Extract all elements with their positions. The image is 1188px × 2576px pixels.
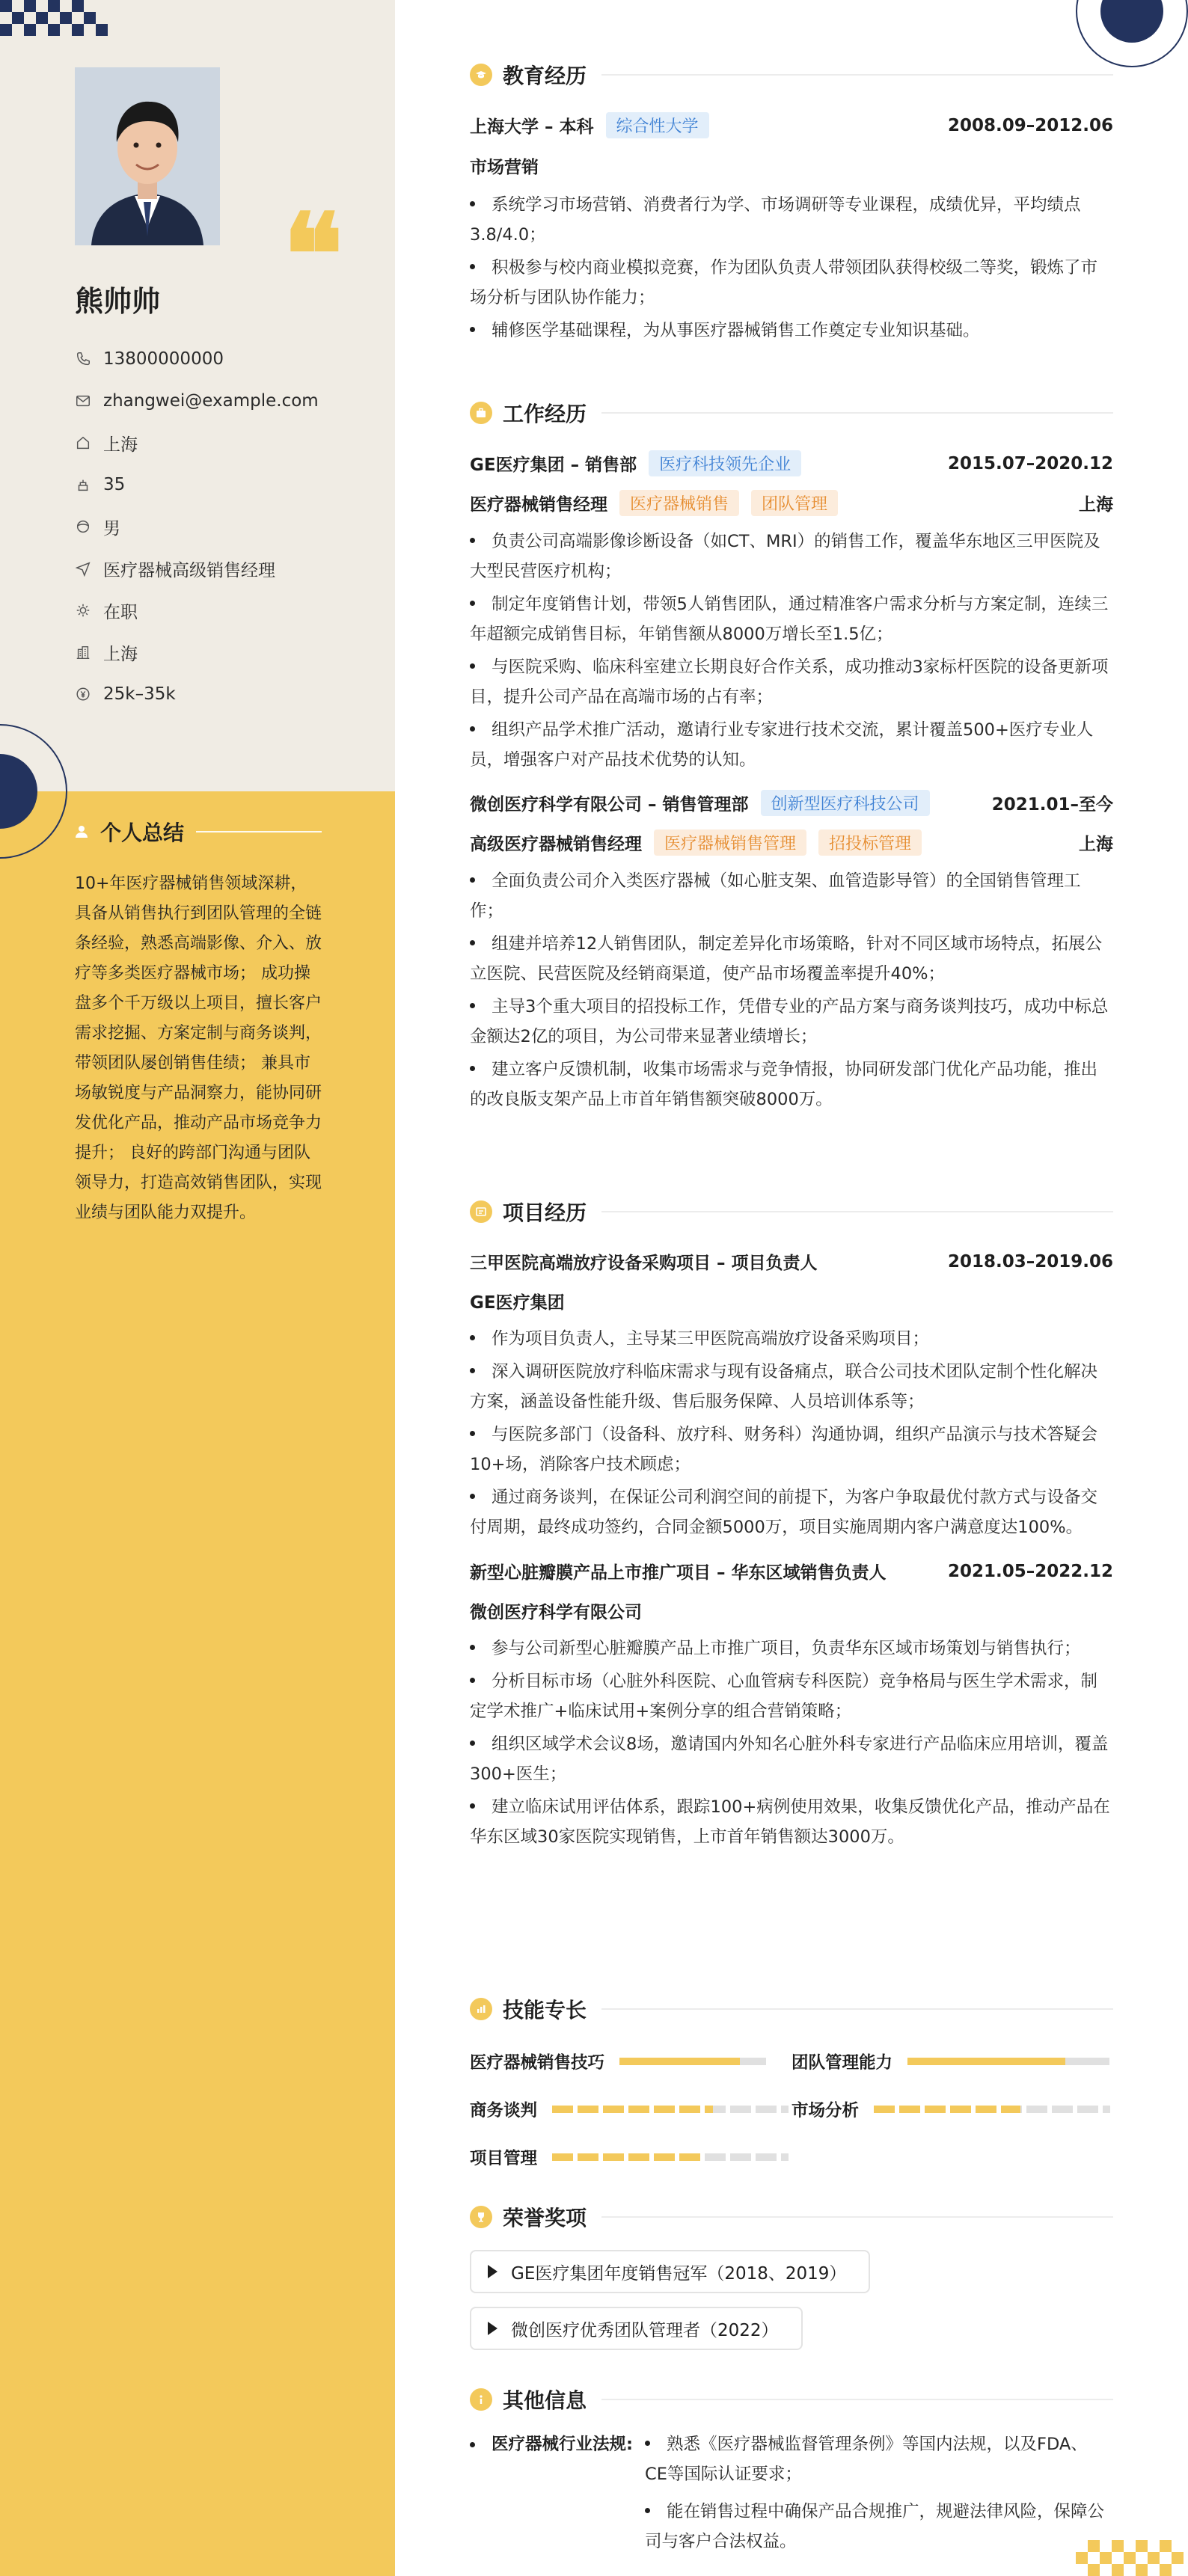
info-text: 13800000000 bbox=[103, 349, 224, 369]
skill-name: 项目管理 bbox=[470, 2149, 538, 2168]
salary-icon bbox=[75, 686, 91, 702]
job-icon bbox=[75, 560, 91, 577]
list-item: 组织区域学术会议8场，邀请国内外知名心脏外科专家进行产品临床应用培训，覆盖300+医生； bbox=[470, 1735, 1109, 1784]
project-date: 2018.03–2019.06 bbox=[947, 1251, 1113, 1272]
info-text: 35 bbox=[103, 475, 126, 494]
project-bullets bbox=[470, 1324, 1113, 1542]
summary-header bbox=[75, 817, 322, 847]
avatar-photo bbox=[75, 67, 220, 245]
list-item: 作为项目负责人，主导某三甲医院高端放疗设备采购项目； bbox=[470, 1324, 1113, 1354]
skill-bar-fill bbox=[552, 2153, 703, 2161]
other-section bbox=[470, 2385, 1113, 2564]
info-job bbox=[75, 548, 319, 589]
summary-divider bbox=[196, 831, 322, 832]
skill-item bbox=[470, 2097, 792, 2121]
role-tag: 招投标管理 bbox=[818, 829, 922, 856]
summary-title: 个人总结 bbox=[100, 821, 185, 845]
list-item: 建立临床试用评估体系，跟踪100+病例使用效果，收集反馈优化产品，推动产品在华东区域30家医院实现销售，上市首年销售额达3000万。 bbox=[470, 1797, 1110, 1847]
skill-bar bbox=[907, 2058, 1109, 2065]
info-text: 医疗器械高级销售经理 bbox=[103, 560, 275, 580]
section-header bbox=[470, 60, 1113, 90]
education-bullets bbox=[470, 190, 1113, 346]
job-bullets bbox=[470, 866, 1113, 1114]
project-org: GE医疗集团 bbox=[470, 1293, 565, 1313]
list-item: 分析目标市场（心脏外科医院、心血管病专科医院）竞争格局与医生学术需求，制定学术推广+临床试用+案例分享的组合营销策略； bbox=[470, 1672, 1098, 1721]
quote-mark-icon: ❝ bbox=[283, 189, 343, 321]
ring-decoration bbox=[1076, 0, 1188, 67]
project-entry bbox=[470, 1249, 1113, 1542]
list-item: 与医院多部门（设备科、放疗科、财务科）沟通协调，组织产品演示与技术答疑会10+场，消除客户技术顾虑； bbox=[470, 1425, 1098, 1474]
awards-section bbox=[470, 2202, 1113, 2364]
list-item: 能在销售过程中确保产品合规推广，规避法律风险，保障公司与客户合法权益。 bbox=[645, 2502, 1105, 2551]
job-role: 医疗器械销售经理 bbox=[470, 495, 607, 515]
section-title: 项目经历 bbox=[503, 1200, 587, 1225]
section-header bbox=[470, 1197, 1113, 1227]
candidate-name: 熊帅帅 bbox=[75, 285, 161, 318]
list-item: 组织产品学术推广活动，邀请行业专家进行技术交流，累计覆盖500+医疗专业人员，增强客户对产品技术优势的认知。 bbox=[470, 720, 1094, 770]
info-salary bbox=[75, 673, 319, 715]
list-item: 全面负责公司介入类医疗器械（如心脏支架、血管造影导管）的全国销售管理工作； bbox=[470, 871, 1081, 921]
section-divider bbox=[601, 74, 1113, 76]
list-item: 熟悉《医疗器械监督管理条例》等国内法规，以及FDA、CE等国际认证要求； bbox=[645, 2435, 1088, 2484]
section-divider bbox=[601, 2216, 1113, 2218]
list-item: 深入调研医院放疗科临床需求与现有设备痛点，联合公司技术团队定制个性化解决方案，涵盖设备性能升级、售后服务保障、人员培训体系等； bbox=[470, 1362, 1098, 1411]
skill-name: 市场分析 bbox=[792, 2101, 860, 2120]
project-bullets bbox=[470, 1634, 1113, 1852]
user-icon bbox=[75, 825, 88, 838]
info-icon bbox=[470, 2388, 492, 2411]
award-item: GE医疗集团年度销售冠军（2018、2019） bbox=[470, 2250, 870, 2293]
skill-bar bbox=[874, 2106, 1110, 2113]
skill-bar-fill bbox=[552, 2106, 713, 2113]
section-divider bbox=[601, 1211, 1113, 1212]
graduation-cap-icon bbox=[470, 64, 492, 86]
info-city bbox=[75, 631, 319, 673]
skill-item bbox=[470, 2145, 799, 2169]
info-text: 在职 bbox=[103, 602, 138, 622]
skill-bar-fill bbox=[619, 2058, 740, 2065]
chart-icon bbox=[470, 1998, 492, 2020]
other-label: 医疗器械行业法规: bbox=[470, 2429, 633, 2564]
skills-list bbox=[470, 2037, 1113, 2181]
major: 市场营销 bbox=[470, 158, 539, 177]
section-title: 荣誉奖项 bbox=[503, 2206, 587, 2230]
list-item: 制定年度销售计划，带领5人销售团队，通过精准客户需求分析与方案定制，连续三年超额完成销售目标，年销售额从8000万增长至1.5亿； bbox=[470, 595, 1109, 644]
work-section bbox=[470, 398, 1113, 1117]
info-phone bbox=[75, 338, 319, 380]
project-entry bbox=[470, 1559, 1113, 1852]
job-role: 高级医疗器械销售经理 bbox=[470, 835, 642, 854]
skill-bar-fill bbox=[874, 2106, 1020, 2113]
contact-info-list bbox=[75, 338, 319, 715]
project-icon bbox=[470, 1200, 492, 1223]
job-date: 2021.01–至今 bbox=[991, 795, 1113, 815]
list-item: 建立客户反馈机制，收集市场需求与竞争情报，协同研发部门优化产品功能，推出的改良版支架产品上市首年销售额突破8000万。 bbox=[470, 1060, 1098, 1109]
skill-item bbox=[470, 2049, 792, 2073]
project-name: 新型心脏瓣膜产品上市推广项目 – 华东区域销售负责人 bbox=[470, 1563, 887, 1583]
role-tag: 医疗器械销售管理 bbox=[654, 829, 806, 856]
list-item: 主导3个重大项目的招投标工作，凭借专业的产品方案与商务谈判技巧，成功中标总金额达2亿的项目，为公司带来显著业绩增长； bbox=[470, 997, 1109, 1046]
list-item: 积极参与校内商业模拟竞赛，作为团队负责人带领团队获得校级二等奖，锻炼了市场分析与团队协作能力； bbox=[470, 258, 1098, 307]
skills-section bbox=[470, 1994, 1113, 2181]
section-header bbox=[470, 398, 1113, 428]
list-item: 负责公司高端影像诊断设备（如CT、MRI）的销售工作，覆盖华东地区三甲医院及大型民营医疗机构； bbox=[470, 532, 1100, 581]
mail-icon bbox=[75, 393, 91, 409]
education-section bbox=[470, 60, 1113, 349]
gender-icon bbox=[75, 518, 91, 535]
skill-bar bbox=[619, 2058, 766, 2065]
org-tag: 医疗科技领先企业 bbox=[649, 450, 801, 476]
skill-name: 团队管理能力 bbox=[792, 2053, 893, 2073]
briefcase-icon bbox=[470, 402, 492, 424]
job-org: GE医疗集团 – 销售部 bbox=[470, 456, 637, 475]
skill-item bbox=[792, 2049, 1113, 2073]
trophy-icon bbox=[470, 2206, 492, 2228]
list-item: 系统学习市场营销、消费者行为学、市场调研等专业课程，成绩优异，平均绩点3.8/4.0； bbox=[470, 195, 1081, 245]
home-icon bbox=[75, 435, 91, 451]
play-icon bbox=[488, 2265, 497, 2278]
info-text: zhangwei@example.com bbox=[103, 391, 319, 411]
play-icon bbox=[488, 2322, 497, 2335]
list-item: 参与公司新型心脏瓣膜产品上市推广项目，负责华东区域市场策划与销售执行； bbox=[470, 1634, 1113, 1663]
list-item: 通过商务谈判，在保证公司利润空间的前提下，为客户争取最优付款方式与设备交付周期，最终成功签约，合同金额5000万，项目实施周期内客户满意度达100%。 bbox=[470, 1488, 1098, 1537]
skill-name: 商务谈判 bbox=[470, 2101, 538, 2120]
info-email bbox=[75, 380, 319, 422]
info-location bbox=[75, 422, 319, 464]
school-name: 上海大学 – 本科 bbox=[470, 117, 594, 137]
job-city: 上海 bbox=[1079, 495, 1113, 515]
section-header bbox=[470, 2202, 1113, 2232]
section-divider bbox=[601, 2399, 1113, 2400]
job-org: 微创医疗科学有限公司 – 销售管理部 bbox=[470, 795, 749, 815]
skill-bar-fill bbox=[907, 2058, 1065, 2065]
checker-decoration bbox=[0, 0, 112, 36]
info-text: 25k–35k bbox=[103, 684, 176, 704]
job-entry bbox=[470, 450, 1113, 775]
list-item: 组建并培养12人销售团队，制定差异化市场策略，针对不同区域市场特点，拓展公立医院、民营医院及经销商渠道，使产品市场覆盖率提升40%； bbox=[470, 934, 1103, 984]
info-gender bbox=[75, 506, 319, 548]
list-item: 与医院采购、临床科室建立长期良好合作关系，成功推动3家标杆医院的设备更新项目，提升公司产品在高端市场的占有率； bbox=[470, 657, 1109, 707]
job-entry bbox=[470, 790, 1113, 1114]
role-tag: 团队管理 bbox=[751, 490, 838, 516]
section-divider bbox=[601, 412, 1113, 414]
awards-list bbox=[470, 2250, 1113, 2364]
skill-bar bbox=[552, 2106, 789, 2113]
projects-section bbox=[470, 1197, 1113, 1855]
job-city: 上海 bbox=[1079, 835, 1113, 854]
role-tag: 医疗器械销售 bbox=[619, 490, 739, 516]
status-icon bbox=[75, 602, 91, 619]
summary-text: 10+年医疗器械销售领域深耕，具备从销售执行到团队管理的全链条经验，熟悉高端影像、介入、放疗等多类医疗器械市场； 成功操盘多个千万级以上项目，擅长客户需求挖掘、方案定制与商务谈判，带领团队屡创销售佳绩； 兼具市场敏锐度与产品洞察力，能协同研发优化产品，推动产品市场竞争力提升； 良好的跨部门沟通与团队领导力，打造高效销售团队，实现业绩与团队能力双提升。 bbox=[75, 874, 322, 1222]
info-text: 上海 bbox=[103, 435, 138, 455]
city-icon bbox=[75, 644, 91, 660]
info-age bbox=[75, 464, 319, 506]
skill-item bbox=[792, 2097, 1113, 2121]
education-date: 2008.09–2012.06 bbox=[947, 115, 1113, 135]
skill-name: 医疗器械销售技巧 bbox=[470, 2053, 605, 2073]
project-name: 三甲医院高端放疗设备采购项目 – 项目负责人 bbox=[470, 1254, 818, 1273]
section-title: 技能专长 bbox=[503, 1998, 587, 2023]
section-header bbox=[470, 2385, 1113, 2414]
section-title: 工作经历 bbox=[503, 402, 587, 426]
award-item: 微创医疗优秀团队管理者（2022） bbox=[470, 2307, 803, 2350]
job-date: 2015.07–2020.12 bbox=[947, 453, 1113, 473]
school-tag: 综合性大学 bbox=[606, 112, 709, 138]
age-icon bbox=[75, 476, 91, 493]
project-date: 2021.05–2022.12 bbox=[947, 1561, 1113, 1581]
info-status bbox=[75, 589, 319, 631]
project-org: 微创医疗科学有限公司 bbox=[470, 1603, 642, 1622]
list-item: 辅修医学基础课程，为从事医疗器械销售工作奠定专业知识基础。 bbox=[470, 316, 1113, 346]
avatar bbox=[75, 67, 220, 245]
other-values bbox=[645, 2429, 1109, 2564]
org-tag: 创新型医疗科技公司 bbox=[761, 790, 930, 816]
section-title: 教育经历 bbox=[503, 64, 587, 88]
job-bullets bbox=[470, 527, 1113, 775]
info-text: 男 bbox=[103, 518, 120, 539]
info-text: 上海 bbox=[103, 644, 138, 664]
other-item bbox=[470, 2429, 1113, 2564]
section-divider bbox=[601, 2008, 1113, 2010]
sidebar bbox=[0, 0, 395, 2576]
phone-icon bbox=[75, 351, 91, 367]
education-row bbox=[470, 112, 1113, 138]
section-title: 其他信息 bbox=[503, 2388, 587, 2413]
section-header bbox=[470, 1994, 1113, 2024]
skill-bar bbox=[552, 2153, 789, 2161]
